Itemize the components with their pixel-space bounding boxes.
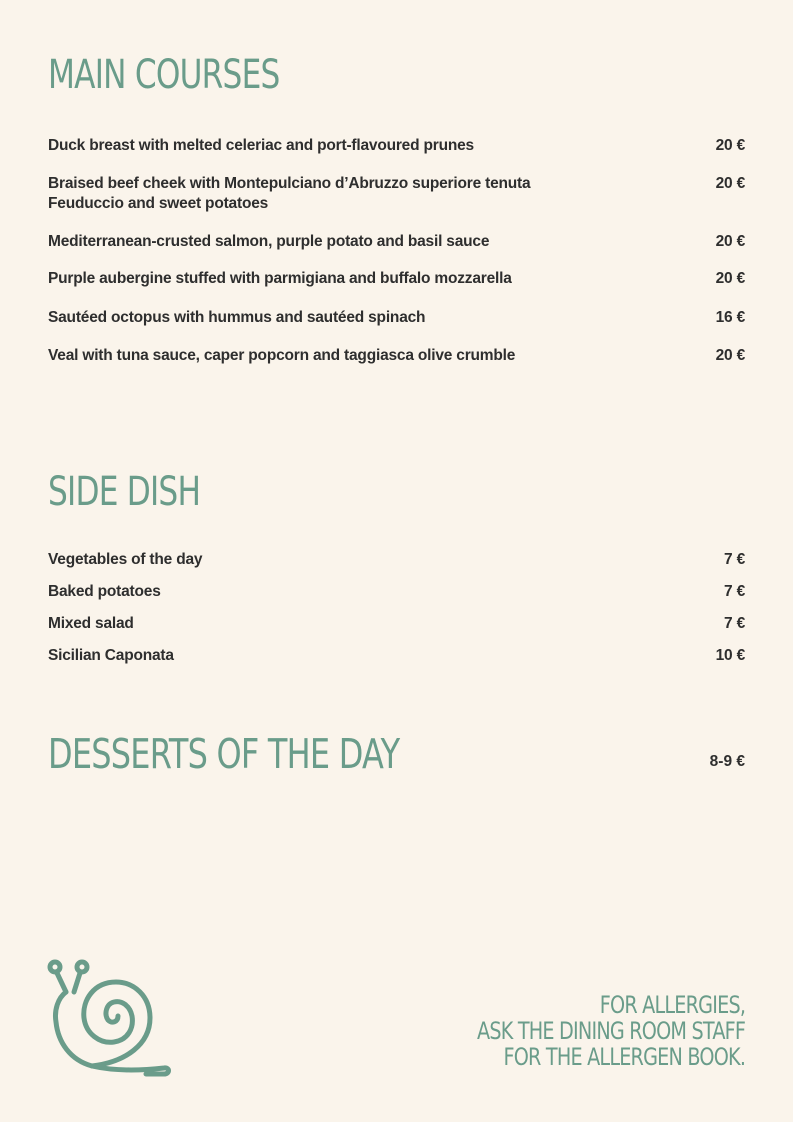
menu-item-name: Purple aubergine stuffed with parmigiana and buffalo mozzarella — [48, 270, 512, 287]
allergy-note-line: FOR THE ALLERGEN BOOK. — [503, 1043, 745, 1071]
side-dish-title: SIDE DISH — [48, 469, 201, 515]
menu-item — [48, 582, 745, 602]
menu-item-name: Mediterranean-crusted salmon, purple potato and basil sauce — [48, 233, 490, 250]
menu-item-name: Sautéed octopus with hummus and sautéed spinach — [48, 309, 426, 326]
menu-item-name: Braised beef cheek with Montepulciano d’Abruzzo superiore tenuta Feuduccio and sweet potatoes — [48, 175, 531, 212]
allergy-note — [410, 992, 745, 1070]
menu-item — [48, 346, 745, 366]
menu-item — [48, 646, 745, 666]
main-courses-title: MAIN COURSES — [48, 52, 280, 98]
menu-item-price: 20 € — [715, 233, 745, 250]
menu-item-price: 7 € — [724, 551, 745, 568]
menu-item-name: Vegetables of the day — [48, 551, 203, 568]
menu-item-price: 16 € — [715, 309, 745, 326]
desserts-title: DESSERTS OF THE DAY — [48, 730, 400, 778]
menu-item — [48, 614, 745, 634]
menu-item-name: Veal with tuna sauce, caper popcorn and taggiasca olive crumble — [48, 347, 516, 364]
menu-item-price: 20 € — [715, 175, 745, 192]
menu-item — [48, 232, 745, 252]
allergy-note-line: FOR ALLERGIES, — [599, 991, 745, 1019]
menu-item-price: 7 € — [724, 583, 745, 600]
menu-item-price: 7 € — [724, 615, 745, 632]
menu-item-price: 20 € — [715, 137, 745, 154]
menu-item — [48, 136, 745, 156]
menu-item — [48, 269, 745, 289]
menu-item-name: Mixed salad — [48, 615, 134, 632]
allergy-note-line: ASK THE DINING ROOM STAFF — [476, 1017, 745, 1045]
menu-item-name: Baked potatoes — [48, 583, 161, 600]
menu-item-price: 20 € — [715, 347, 745, 364]
menu-item — [48, 550, 745, 570]
menu-item-price: 20 € — [715, 270, 745, 287]
menu-item — [48, 174, 745, 214]
desserts-price: 8-9 € — [709, 753, 745, 770]
snail-icon — [46, 958, 172, 1078]
menu-item-name: Sicilian Caponata — [48, 647, 174, 664]
menu-item-price: 10 € — [715, 647, 745, 664]
menu-item — [48, 308, 745, 328]
menu-item-name: Duck breast with melted celeriac and port-flavoured prunes — [48, 137, 474, 154]
